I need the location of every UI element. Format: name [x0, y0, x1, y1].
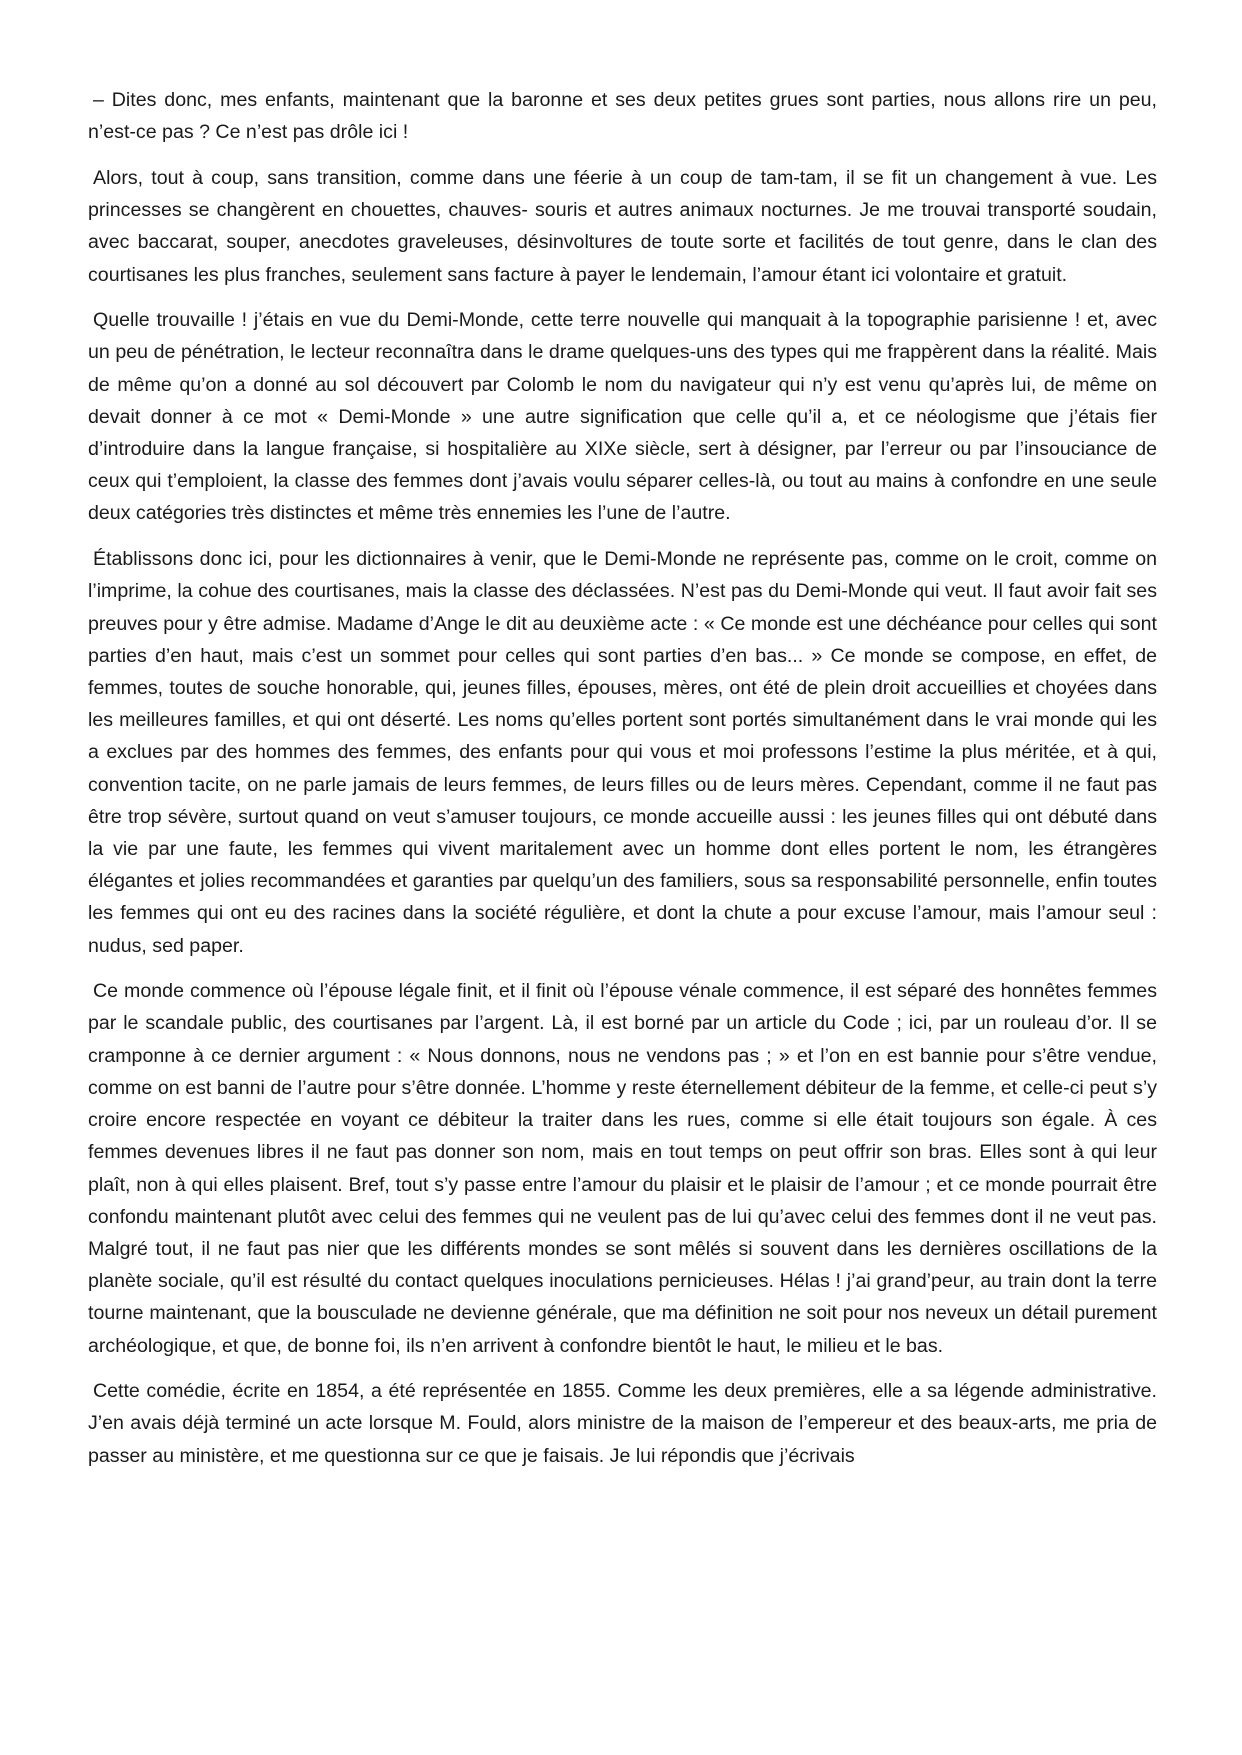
paragraph-6: Cette comédie, écrite en 1854, a été représentée en 1855. Comme les deux premières, elle a sa légende administrative. J’en avais déjà terminé un acte lorsque M. Fould, alors ministre de la maison de l’empereur et des beaux-arts, me pria de passer au ministère, et me questionna sur ce que je faisais. Je lui répondis que j’écrivais — [88, 1380, 1157, 1467]
document-body — [88, 84, 1157, 1472]
paragraph-3: Quelle trouvaille ! j’étais en vue du Demi-Monde, cette terre nouvelle qui manquait à la topographie parisienne ! et, avec un peu de pénétration, le lecteur reconnaîtra dans le drame quelques-uns des types qui me frappèrent dans la réalité. Mais de même qu’on a donné au sol découvert par Colomb le nom du navigateur qui n’y est venu qu’après lui, de même on devait donner à ce mot « Demi-Monde » une autre signification que celle qu’il a, et ce néologisme que j’étais fier d’introduire dans la langue française, si hospitalière au XIXe siècle, sert à désigner, par l’erreur ou par l’insouciance de ceux qui t’emploient, la classe des femmes dont j’avais voulu séparer celles-là, ou tout au mains à confondre en une seule deux catégories très distinctes et même très ennemies les l’une de l’autre. — [88, 309, 1157, 525]
paragraph-4: Établissons donc ici, pour les dictionnaires à venir, que le Demi-Monde ne représente pas, comme on le croit, comme on l’imprime, la cohue des courtisanes, mais la classe des déclassées. N’est pas du Demi-Monde qui veut. Il faut avoir fait ses preuves pour y être admise. Madame d’Ange le dit au deuxième acte : « Ce monde est une déchéance pour celles qui sont parties d’en haut, mais c’est un sommet pour celles qui sont parties d’en bas... » Ce monde se compose, en effet, de femmes, toutes de souche honorable, qui, jeunes filles, épouses, mères, ont été de plein droit accueillies et choyées dans les meilleures familles, et qui ont déserté. Les noms qu’elles portent sont portés simultanément dans le vrai monde qui les a exclues par des hommes des femmes, des enfants pour qui vous et moi professons l’estime la plus méritée, et à qui, convention tacite, on ne parle jamais de leurs femmes, de leurs filles ou de leurs mères. Cependant, comme il ne faut pas être trop sévère, surtout quand on veut s’amuser toujours, ce monde accueille aussi : les jeunes filles qui ont débuté dans la vie par une faute, les femmes qui vivent maritalement avec un homme dont elles portent le nom, les étrangères élégantes et jolies recommandées et garanties par quelqu’un des familiers, sous sa responsabilité personnelle, enfin toutes les femmes qui ont eu des racines dans la société régulière, et dont la chute a pour excuse l’amour, mais l’amour seul : nudus, sed paper. — [88, 548, 1157, 957]
paragraph-2: Alors, tout à coup, sans transition, comme dans une féerie à un coup de tam-tam, il se fit un changement à vue. Les princesses se changèrent en chouettes, chauves- souris et autres animaux nocturnes. Je me trouvai transporté soudain, avec baccarat, souper, anecdotes graveleuses, désinvoltures de toute sorte et facilités de tout genre, dans le clan des courtisanes les plus franches, seulement sans facture à payer le lendemain, l’amour étant ici volontaire et gratuit. — [88, 166, 1157, 286]
paragraph-5: Ce monde commence où l’épouse légale finit, et il finit où l’épouse vénale commence, il est séparé des honnêtes femmes par le scandale public, des courtisanes par l’argent. Là, il est borné par un article du Code ; ici, par un rouleau d’or. Il se cramponne à ce dernier argument : « Nous donnons, nous ne vendons pas ; » et l’on en est bannie pour s’être vendue, comme on est banni de l’autre pour s’être donnée. L’homme y reste éternellement débiteur de la femme, et celle-ci peut s’y croire encore respectée en voyant ce débiteur la traiter dans les rues, comme si elle était toujours son égale. À ces femmes devenues libres il ne faut pas donner son nom, mais en tout temps on peut offrir son bras. Elles sont à qui leur plaît, non à qui elles plaisent. Bref, tout s’y passe entre l’amour du plaisir et le plaisir de l’amour ; et ce monde pourrait être confondu maintenant plutôt avec celui des femmes qui ne veulent pas de lui qu’avec celui des femmes dont il ne veut pas. Malgré tout, il ne faut pas nier que les différents mondes se sont mêlés si souvent dans les dernières oscillations de la planète sociale, qu’il est résulté du contact quelques inoculations pernicieuses. Hélas ! j’ai grand’peur, au train dont la terre tourne maintenant, que la bousculade ne devienne générale, que ma définition ne soit pour nos neveux un détail purement archéologique, et que, de bonne foi, ils n’en arrivent à confondre bientôt le haut, le milieu et le bas. — [88, 980, 1157, 1357]
paragraph-1: – Dites donc, mes enfants, maintenant que la baronne et ses deux petites grues sont parties, nous allons rire un peu, n’est-ce pas ? Ce n’est pas drôle ici ! — [88, 89, 1157, 144]
